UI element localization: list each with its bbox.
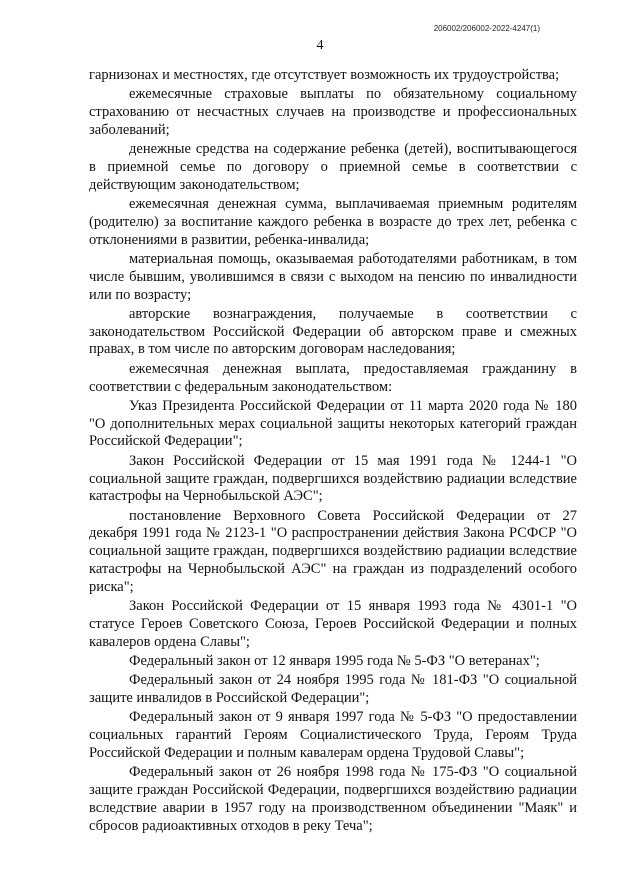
- paragraph-monthly-payment: ежемесячная денежная выплата, предоставляемая гражданину в соответствии с федеральным законодательством:: [89, 360, 577, 395]
- document-body: [89, 67, 577, 837]
- document-code: 206002/206002-2022-4247(1): [433, 24, 540, 33]
- paragraph-presidential-decree: Указ Президента Российской Федерации от 11 марта 2020 года № 180 "О дополнительных мерах социальной защиты некоторых категорий граждан Российской Федерации";: [89, 397, 577, 450]
- paragraph-insurance-payments: ежемесячные страховые выплаты по обязательному социальному страхованию от несчастных случаев на производстве и профессиональных заболеваний;: [89, 86, 577, 138]
- page-number: 4: [316, 38, 324, 53]
- paragraph-material-aid: материальная помощь, оказываемая работодателями работникам, в том числе бывшим, уволившимся в связи с выходом на пенсию по инвалидности или по возрасту;: [89, 250, 577, 303]
- paragraph-resolution-2123-1: постановление Верховного Совета Российской Федерации от 27 декабря 1991 года № 2123-1 "О распространении действия Закона РСФСР "О социальной защите граждан, подвергшихся воздействию радиации вследствие катастрофы на Чернобыльской АЭС" на граждан из подразделений особого риска";: [89, 507, 577, 595]
- paragraph-foster-parent-sum: ежемесячная денежная сумма, выплачиваемая приемным родителям (родителю) за воспитание каждого ребенка в возрасте до трех лет, ребенка с отклонениями в развитии, ребенка-инвалида;: [89, 196, 577, 248]
- paragraph-author-fees: авторские вознаграждения, получаемые в соответствии с законодательством Российской Федерации об авторском праве и смежных правах, в том числе по авторским договорам наследования;: [89, 305, 577, 358]
- paragraph-law-181-fz: Федеральный закон от 24 ноября 1995 года № 181-ФЗ "О социальной защите инвалидов в Российской Федерации";: [89, 672, 577, 707]
- paragraph-continuation: гарнизонах и местностях, где отсутствует возможность их трудоустройства;: [89, 67, 560, 83]
- paragraph-law-4301-1: Закон Российской Федерации от 15 января 1993 года № 4301-1 "О статусе Героев Советского Союза, Героев Российской Федерации и полных кавалеров ордена Славы";: [89, 598, 577, 650]
- paragraph-child-funds: денежные средства на содержание ребенка (детей), воспитывающегося в приемной семье по договору о приемной семье в соответствии с действующим законодательством;: [89, 141, 577, 193]
- paragraph-law-5-fz-1997: Федеральный закон от 9 января 1997 года № 5-ФЗ "О предоставлении социальных гарантий Героям Социалистического Труда, Героям Труда Российской Федерации и полным кавалерам ордена Трудовой Славы";: [89, 709, 577, 761]
- paragraph-law-175-fz: Федеральный закон от 26 ноября 1998 года № 175-ФЗ "О социальной защите граждан Российской Федерации, подвергшихся воздействию радиации вследствие аварии в 1957 году на производственном объединении "Маяк" и сбросов радиоактивных отходов в реку Теча";: [89, 764, 577, 834]
- paragraph-law-1244-1: Закон Российской Федерации от 15 мая 1991 года № 1244-1 "О социальной защите граждан, подвергшихся воздействию радиации вследствие катастрофы на Чернобыльской АЭС";: [89, 452, 577, 505]
- paragraph-law-5-fz-veterans: Федеральный закон от 12 января 1995 года № 5-ФЗ "О ветеранах";: [129, 653, 540, 669]
